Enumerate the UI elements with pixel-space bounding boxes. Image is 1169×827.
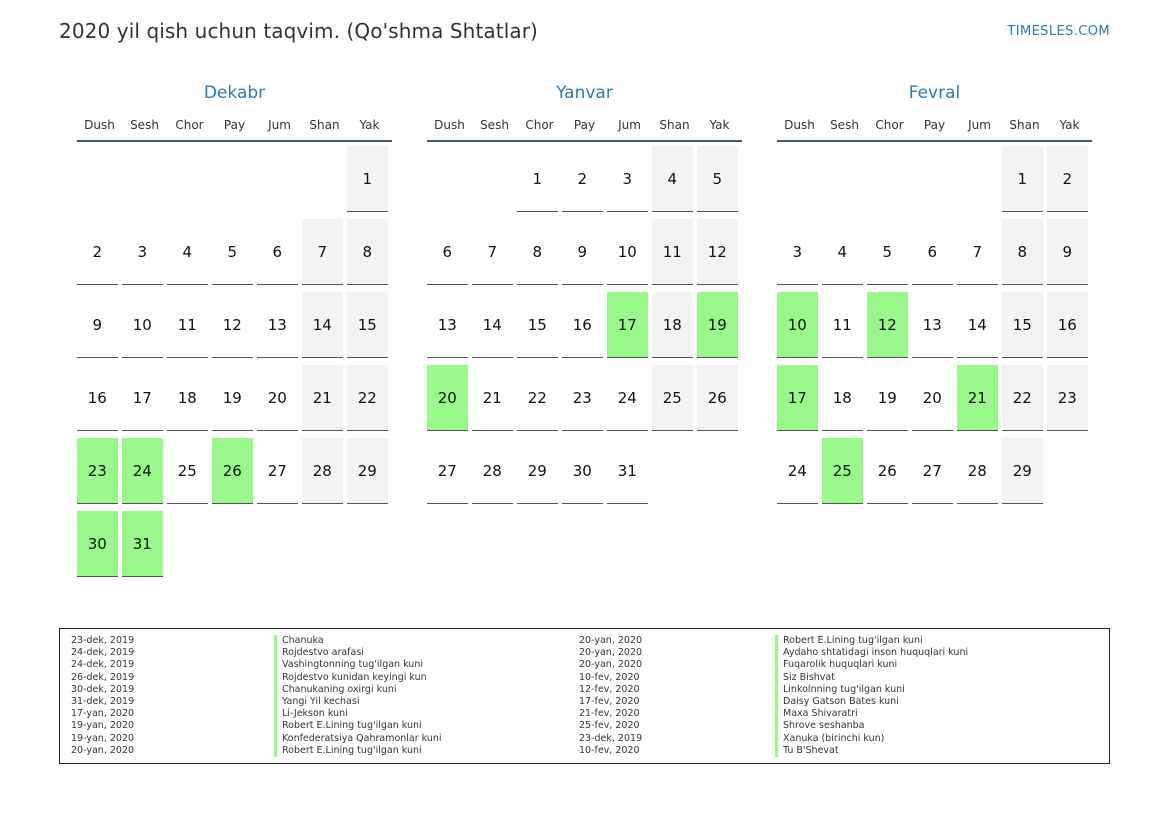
- week-row: [427, 438, 742, 511]
- legend-holiday-name: Konfederatsiya Qahramonlar kuni: [274, 733, 442, 745]
- day-cell: 4: [167, 219, 208, 285]
- day-cell: 17: [122, 365, 163, 431]
- weekday-label: Dush: [784, 118, 815, 132]
- empty-day-cell: [822, 146, 863, 212]
- day-cell: 2: [77, 219, 118, 285]
- weekend-day-cell: 26: [697, 365, 738, 431]
- weekend-day-cell: 21: [302, 365, 343, 431]
- weekend-day-cell: 25: [652, 365, 693, 431]
- legend-date: 20-yan, 2020: [579, 647, 643, 659]
- day-cell: 11: [167, 292, 208, 358]
- day-cell: 3: [607, 146, 648, 212]
- holiday-day-cell: 26: [212, 438, 253, 504]
- legend-holiday-name: Maxa Shivaratri: [775, 708, 968, 720]
- weekday-label: Jum: [968, 118, 991, 132]
- day-cell: 21: [472, 365, 513, 431]
- legend-holiday-name: Robert E.Lining tug'ilgan kuni: [274, 745, 442, 757]
- legend-holiday-name: Daisy Gatson Bates kuni: [775, 696, 968, 708]
- weekday-label: Dush: [434, 118, 465, 132]
- weekday-label: Shan: [659, 118, 690, 132]
- day-cell: 13: [257, 292, 298, 358]
- legend-dates-right: [579, 635, 642, 757]
- weekday-label: Yak: [1059, 118, 1080, 132]
- day-cell: 31: [607, 438, 648, 504]
- weekday-label: Sesh: [830, 118, 859, 132]
- day-cell: 16: [77, 365, 118, 431]
- legend-holiday-name: Robert E.Lining tug'ilgan kuni: [274, 720, 442, 732]
- weekday-label: Chor: [875, 118, 904, 132]
- legend-holiday-name: Robert E.Lining tug'ilgan kuni: [775, 635, 968, 647]
- legend-date: 10-fev, 2020: [579, 671, 640, 683]
- site-link[interactable]: TIMESLES.COM: [1007, 24, 1110, 39]
- legend-holiday-name: Rojdestvo kunidan keyingi kun: [274, 672, 442, 684]
- day-cell: 15: [517, 292, 558, 358]
- weekday-label: Shan: [309, 118, 340, 132]
- month-name: Fevral: [908, 83, 961, 103]
- weekday-label: Jum: [618, 118, 641, 132]
- legend-holiday-name: Aydaho shtatidagi inson huquqlari kuni: [775, 647, 968, 659]
- legend-holiday-name: Rojdestvo arafasi: [274, 647, 442, 659]
- holiday-day-cell: 12: [867, 292, 908, 358]
- weekend-day-cell: 15: [347, 292, 388, 358]
- week-row: [427, 146, 742, 219]
- weekday-label: Shan: [1009, 118, 1040, 132]
- empty-day-cell: [777, 146, 818, 212]
- legend-holiday-name: Siz Bishvat: [775, 672, 968, 684]
- day-cell: 18: [822, 365, 863, 431]
- day-cell: 10: [607, 219, 648, 285]
- week-row: [777, 365, 1092, 438]
- weekend-day-cell: 1: [347, 146, 388, 212]
- weekend-day-cell: 28: [302, 438, 343, 504]
- legend-date: 30-dek, 2019: [71, 683, 135, 695]
- day-cell: 13: [912, 292, 953, 358]
- day-cell: 3: [122, 219, 163, 285]
- week-row: [777, 438, 1092, 511]
- weekday-label: Chor: [175, 118, 204, 132]
- empty-day-cell: [957, 146, 998, 212]
- holiday-legend: [59, 628, 1110, 764]
- legend-dates-left: [71, 635, 134, 757]
- day-cell: 27: [427, 438, 468, 504]
- legend-holiday-name: Chanukaning oxirgi kuni: [274, 684, 442, 696]
- week-row: [77, 292, 392, 365]
- legend-names-left: [274, 635, 442, 757]
- weekday-label: Pay: [573, 118, 596, 132]
- legend-holiday-name: Li-Jekson kuni: [274, 708, 442, 720]
- holiday-day-cell: 10: [777, 292, 818, 358]
- weekend-day-cell: 8: [1002, 219, 1043, 285]
- day-grid: [427, 146, 742, 511]
- day-cell: 1: [517, 146, 558, 212]
- week-row: [427, 292, 742, 365]
- weekend-day-cell: 22: [347, 365, 388, 431]
- weekday-label: Sesh: [130, 118, 159, 132]
- day-cell: 13: [427, 292, 468, 358]
- weekend-day-cell: 23: [1047, 365, 1088, 431]
- week-row: [777, 219, 1092, 292]
- weekday-label: Sesh: [480, 118, 509, 132]
- day-cell: 28: [957, 438, 998, 504]
- month-name: Yanvar: [556, 83, 613, 103]
- weekend-day-cell: 29: [1002, 438, 1043, 504]
- empty-day-cell: [212, 511, 253, 577]
- day-cell: 23: [562, 365, 603, 431]
- day-cell: 16: [562, 292, 603, 358]
- empty-day-cell: [122, 146, 163, 212]
- weekday-header: [777, 118, 1092, 142]
- day-cell: 10: [122, 292, 163, 358]
- day-cell: 6: [427, 219, 468, 285]
- weekend-day-cell: 5: [697, 146, 738, 212]
- weekend-day-cell: 18: [652, 292, 693, 358]
- page-title: 2020 yil qish uchun taqvim. (Qo'shma Shtatlar): [59, 19, 538, 43]
- weekday-label: Yak: [359, 118, 380, 132]
- legend-holiday-name: Fuqarolik huquqlari kuni: [775, 659, 968, 671]
- holiday-day-cell: 24: [122, 438, 163, 504]
- week-row: [77, 146, 392, 219]
- legend-holiday-name: Xanuka (birinchi kun): [775, 733, 968, 745]
- month-dekabr: [77, 83, 392, 584]
- legend-date: 19-yan, 2020: [71, 732, 135, 744]
- empty-day-cell: [302, 511, 343, 577]
- month-name: Dekabr: [203, 83, 266, 103]
- holiday-day-cell: 30: [77, 511, 118, 577]
- weekend-day-cell: 2: [1047, 146, 1088, 212]
- legend-holiday-name: Tu B'Shevat: [775, 745, 968, 757]
- weekend-day-cell: 1: [1002, 146, 1043, 212]
- weekend-day-cell: 29: [347, 438, 388, 504]
- week-row: [77, 219, 392, 292]
- day-cell: 19: [212, 365, 253, 431]
- week-row: [427, 219, 742, 292]
- day-grid: [77, 146, 392, 584]
- weekend-day-cell: 11: [652, 219, 693, 285]
- weekend-day-cell: 7: [302, 219, 343, 285]
- legend-date: 17-fev, 2020: [579, 695, 640, 707]
- empty-day-cell: [167, 146, 208, 212]
- day-cell: 11: [822, 292, 863, 358]
- week-row: [427, 365, 742, 438]
- day-cell: 24: [607, 365, 648, 431]
- legend-date: 24-dek, 2019: [71, 659, 135, 671]
- empty-day-cell: [212, 146, 253, 212]
- legend-date: 31-dek, 2019: [71, 695, 135, 707]
- legend-names-right: [775, 635, 968, 757]
- empty-day-cell: [1047, 438, 1088, 504]
- day-cell: 20: [257, 365, 298, 431]
- legend-date: 23-dek, 2019: [579, 732, 643, 744]
- weekend-day-cell: 8: [347, 219, 388, 285]
- legend-date: 25-fev, 2020: [579, 720, 640, 732]
- legend-holiday-name: Shrove seshanba: [775, 720, 968, 732]
- day-cell: 9: [562, 219, 603, 285]
- day-cell: 14: [957, 292, 998, 358]
- weekend-day-cell: 15: [1002, 292, 1043, 358]
- empty-day-cell: [912, 146, 953, 212]
- week-row: [77, 365, 392, 438]
- holiday-day-cell: 19: [697, 292, 738, 358]
- day-cell: 29: [517, 438, 558, 504]
- legend-date: 20-yan, 2020: [579, 635, 643, 646]
- legend-date: 19-yan, 2020: [71, 720, 135, 732]
- legend-date: 23-dek, 2019: [71, 635, 135, 646]
- weekday-label: Jum: [268, 118, 291, 132]
- weekday-label: Pay: [223, 118, 246, 132]
- weekend-day-cell: 22: [1002, 365, 1043, 431]
- legend-date: 21-fev, 2020: [579, 708, 640, 720]
- weekend-day-cell: 14: [302, 292, 343, 358]
- empty-day-cell: [472, 146, 513, 212]
- holiday-day-cell: 21: [957, 365, 998, 431]
- empty-day-cell: [427, 146, 468, 212]
- weekday-header: [77, 118, 392, 142]
- empty-day-cell: [347, 511, 388, 577]
- week-row: [77, 511, 392, 584]
- legend-holiday-name: Linkolnning tug'ilgan kuni: [775, 684, 968, 696]
- legend-date: 12-fev, 2020: [579, 683, 640, 695]
- day-cell: 9: [77, 292, 118, 358]
- day-cell: 7: [472, 219, 513, 285]
- day-cell: 6: [912, 219, 953, 285]
- month-fevral: [777, 83, 1092, 511]
- week-row: [777, 292, 1092, 365]
- day-cell: 19: [867, 365, 908, 431]
- day-cell: 7: [957, 219, 998, 285]
- day-cell: 2: [562, 146, 603, 212]
- day-cell: 5: [867, 219, 908, 285]
- legend-date: 26-dek, 2019: [71, 671, 135, 683]
- weekend-day-cell: 12: [697, 219, 738, 285]
- day-cell: 18: [167, 365, 208, 431]
- legend-date: 20-yan, 2020: [71, 744, 135, 756]
- day-cell: 5: [212, 219, 253, 285]
- day-cell: 26: [867, 438, 908, 504]
- day-cell: 3: [777, 219, 818, 285]
- weekday-label: Dush: [84, 118, 115, 132]
- day-cell: 28: [472, 438, 513, 504]
- day-cell: 12: [212, 292, 253, 358]
- holiday-day-cell: 20: [427, 365, 468, 431]
- day-cell: 24: [777, 438, 818, 504]
- weekday-label: Pay: [923, 118, 946, 132]
- day-cell: 4: [822, 219, 863, 285]
- day-cell: 6: [257, 219, 298, 285]
- empty-day-cell: [867, 146, 908, 212]
- legend-date: 10-fev, 2020: [579, 744, 640, 756]
- day-cell: 27: [912, 438, 953, 504]
- empty-day-cell: [77, 146, 118, 212]
- holiday-day-cell: 25: [822, 438, 863, 504]
- day-cell: 8: [517, 219, 558, 285]
- weekend-day-cell: 9: [1047, 219, 1088, 285]
- legend-holiday-name: Chanuka: [274, 635, 442, 647]
- week-row: [777, 146, 1092, 219]
- legend-date: 24-dek, 2019: [71, 647, 135, 659]
- holiday-day-cell: 31: [122, 511, 163, 577]
- weekday-label: Yak: [709, 118, 730, 132]
- day-cell: 27: [257, 438, 298, 504]
- holiday-day-cell: 17: [607, 292, 648, 358]
- empty-day-cell: [302, 146, 343, 212]
- day-cell: 14: [472, 292, 513, 358]
- day-cell: 22: [517, 365, 558, 431]
- holiday-day-cell: 23: [77, 438, 118, 504]
- holiday-day-cell: 17: [777, 365, 818, 431]
- week-row: [77, 438, 392, 511]
- weekend-day-cell: 16: [1047, 292, 1088, 358]
- legend-holiday-name: Vashingtonning tug'ilgan kuni: [274, 659, 442, 671]
- empty-day-cell: [697, 438, 738, 504]
- day-cell: 30: [562, 438, 603, 504]
- legend-holiday-name: Yangi Yil kechasi: [274, 696, 442, 708]
- weekend-day-cell: 4: [652, 146, 693, 212]
- day-cell: 20: [912, 365, 953, 431]
- weekday-header: [427, 118, 742, 142]
- empty-day-cell: [257, 511, 298, 577]
- empty-day-cell: [167, 511, 208, 577]
- legend-date: 20-yan, 2020: [579, 659, 643, 671]
- empty-day-cell: [652, 438, 693, 504]
- legend-date: 17-yan, 2020: [71, 708, 135, 720]
- month-yanvar: [427, 83, 742, 511]
- day-cell: 25: [167, 438, 208, 504]
- day-grid: [777, 146, 1092, 511]
- empty-day-cell: [257, 146, 298, 212]
- weekday-label: Chor: [525, 118, 554, 132]
